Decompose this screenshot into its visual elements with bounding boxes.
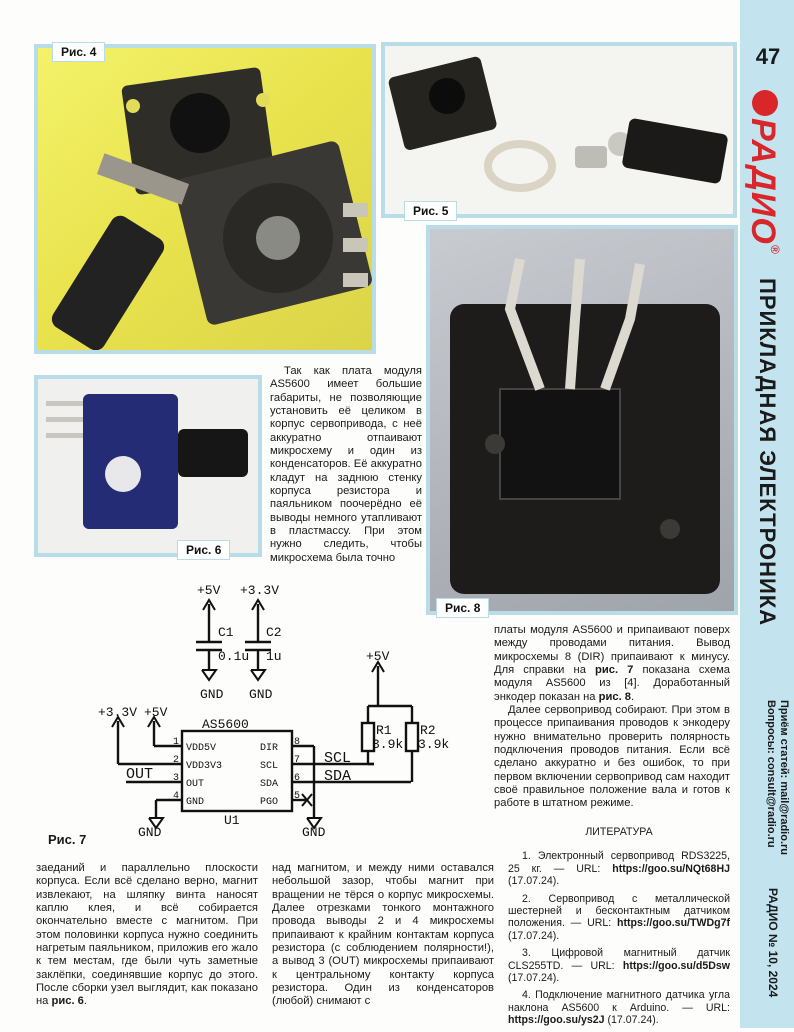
pin-4: 4 [173, 791, 180, 802]
modified-encoder-illustration [430, 229, 734, 611]
scl-net-label: SCL [324, 750, 352, 767]
r1-label: R1 [376, 723, 392, 738]
lit-link[interactable]: https://goo.su/d5Dsw [622, 959, 730, 972]
ref-fig6: рис. 6 [51, 995, 84, 1008]
radio-logo-icon [752, 90, 778, 116]
c1-label: C1 [218, 625, 234, 640]
literature-item [508, 989, 730, 1026]
paragraph-4a: платы модуля AS5600 и припаивают поверх между проводами питания. Вывод микросхемы 8 (DIR) припаивают к минусу. Для справки на [494, 624, 730, 677]
page-number: 47 [755, 44, 781, 69]
lit-link[interactable]: https://goo.su/NQt68HJ [612, 862, 730, 875]
sda-net-label: SDA [324, 768, 352, 785]
chip-name: AS5600 [202, 717, 249, 732]
pin-vdd3v3: VDD3V3 [186, 761, 223, 772]
pin-dir: DIR [260, 743, 279, 754]
questions-email[interactable]: consult@radio.ru [765, 756, 777, 848]
lit-text: 2. Сервопривод с металлической шестерней и бесконтактным датчиком положения. — URL: [508, 892, 730, 930]
section-title: ПРИКЛАДНАЯ ЭЛЕКТРОНИКА [755, 278, 780, 627]
photo-fig5 [381, 42, 737, 218]
r1-value: 3.9k [372, 737, 404, 752]
pin-2: 2 [173, 755, 180, 766]
pin-vdd5v: VDD5V [186, 743, 217, 754]
supply-5v-a: +5V [197, 583, 221, 598]
photo-fig4 [34, 44, 376, 354]
lit-text: 4. Подключение магнитного датчика угла наклона AS5600 к Arduino. — URL: [508, 989, 730, 1014]
caption-fig6: Рис. 6 [177, 540, 230, 560]
pin-3: 3 [173, 773, 180, 784]
servo-parts-illustration [385, 46, 733, 214]
gnd-c1: GND [200, 687, 224, 702]
paragraph-5: Далее сервопривод собирают. При этом в процессе припаивания проводов к энкодеру нужно внимательно проверить полярность подключения проводов питания. Если всё сделано аккуратно и без ошибок, то при первом включении сервопривод сам находит своё правильное положение вала и готов к работе в штатном режиме. [494, 704, 730, 810]
chip-ref: U1 [224, 813, 240, 828]
schematic-fig7 [96, 578, 516, 848]
photo-fig6 [34, 375, 262, 557]
pin-5: 5 [294, 791, 301, 802]
text-column-bottom-left [36, 862, 258, 1009]
literature-section [508, 826, 730, 1032]
lit-link[interactable]: https://goo.su/TWDg7f [617, 917, 730, 930]
pin-scl: SCL [260, 761, 279, 772]
paragraph-2-text: заеданий и параллельно плоскости корпуса. Если всё сделано верно, магнит извлекают, на шляпку винта наносят каплю клея, и всё собирается окончательно вместе с магнитом. При этом половинки корпуса нужно соединить нагретым паяльником, приложив его жало к тем местам, где были чуть заметные заклёпки, соединявшие корпус до этого. После сборки узел выглядит, как показано на [36, 862, 258, 1008]
ref-fig7: рис. 7 [595, 664, 634, 677]
literature-item [508, 947, 730, 984]
paragraph-2: заеданий и параллельно плоскости корпуса. Если всё сделано верно, магнит извлекают, на шляпку винта наносят каплю клея, и всё собирается окончательно вместе с магнитом. При этом половинки корпуса нужно соединить нагретым паяльником, приложив его жало к тем местам, где были чуть заметные заклёпки, соединявшие корпус до этого. После сборки узел выглядит, как показано на рис. 6. [36, 862, 258, 1008]
gnd-c2: GND [249, 687, 273, 702]
lit-date: (17.07.24). [508, 929, 560, 942]
r2-label: R2 [420, 723, 436, 738]
supply-3v3-b: +3.3V [98, 705, 138, 720]
ref-fig8: рис. 8 [598, 690, 632, 703]
literature-item [508, 893, 730, 943]
pin-sda: SDA [260, 779, 279, 790]
contact-info [764, 700, 790, 855]
literature-heading: ЛИТЕРАТУРА [585, 826, 653, 838]
pin-7: 7 [294, 755, 301, 766]
caption-fig4: Рис. 4 [52, 42, 105, 62]
assembled-encoder-illustration [38, 379, 258, 553]
supply-5v-b: +5V [144, 705, 168, 720]
lit-text: 1. Электронный сервопривод RDS3225, 25 кг. — URL: [508, 850, 730, 875]
pin-out: OUT [186, 779, 205, 790]
pin-8: 8 [294, 737, 301, 748]
pin-gnd: GND [186, 797, 205, 808]
lit-date: (17.07.24). [508, 972, 560, 985]
registered-mark: ® [768, 244, 782, 255]
lit-date: (17.07.24). [607, 1014, 659, 1027]
text-column-right [494, 624, 730, 811]
text-column-bottom-middle [272, 862, 494, 1009]
c2-value: 1u [266, 649, 282, 664]
magazine-sidebar [740, 0, 794, 1028]
paragraph-4b: показана схема модуля AS5600 из [4]. Доработанный энкодер показан на [494, 664, 731, 703]
gnd-dir: GND [302, 825, 326, 840]
paragraph-3: над магнитом, и между ними оставался небольшой зазор, чтобы магнит при вращении не тёрся о корпус микросхемы. Далее отрезками тонкого монтажного провода выводы 2 и 4 микросхемы припаивают к крайним контактам корпуса резистора (с соблюдением полярности!), а вывод 3 (OUT) микросхемы припаивают к центральному контакту корпуса резистора. Один из конденсаторов (любой) снимают с [272, 862, 494, 1008]
caption-fig5: Рис. 5 [404, 201, 457, 221]
c1-value: 0.1u [218, 649, 250, 664]
caption-fig7: Рис. 7 [48, 832, 87, 847]
lit-date: (17.07.24). [508, 875, 560, 888]
contact-email[interactable]: mail@radio.ru [778, 781, 790, 856]
logo-text: РАДИО [744, 118, 782, 245]
pin-6: 6 [294, 773, 301, 784]
pin-1: 1 [173, 737, 180, 748]
lit-link[interactable]: https://goo.su/ys2J [508, 1014, 605, 1027]
out-net-label: OUT [126, 766, 154, 783]
photo-fig8 [426, 225, 738, 615]
caption-fig8: Рис. 8 [436, 598, 489, 618]
pin-pgo: PGO [260, 797, 279, 808]
literature-item [508, 850, 730, 887]
issue-label: РАДИО № 10, 2024 [766, 888, 780, 998]
paragraph-1: Так как плата модуля AS5600 имеет большие габариты, не позволяющие установить её целиком в корпус сервопривода, с неё аккуратно отпаивают микросхему и один из конденсаторов. Её аккуратно кладут на заднюю стенку корпуса резистора и паяльником поочерёдно её выводы немного утапливают в пластмассу. При этом нужно следить, чтобы микросхема была точно [270, 365, 422, 564]
magazine-logo [743, 118, 782, 255]
paragraph-4: платы модуля AS5600 и припаивают поверх между проводами питания. Вывод микросхемы 8 (DIR) припаивают к минусу. Для справки на рис. 7 показана схема модуля AS5600 из [4]. Доработанный энкодер показан на рис. 8. [494, 624, 731, 703]
contact-label: Приём статей: [778, 700, 790, 779]
supply-5v-c: +5V [366, 649, 390, 664]
supply-3v3-a: +3.3V [240, 583, 280, 598]
lit-text: 3. Цифровой магнитный датчик CLS255TD. — URL: [508, 947, 730, 972]
encoder-parts-illustration [38, 48, 372, 350]
gnd-chip: GND [138, 825, 162, 840]
r2-value: 3.9k [418, 737, 450, 752]
c2-label: C2 [266, 625, 282, 640]
text-column-intro [270, 365, 422, 565]
questions-label: Вопросы: [765, 700, 777, 754]
